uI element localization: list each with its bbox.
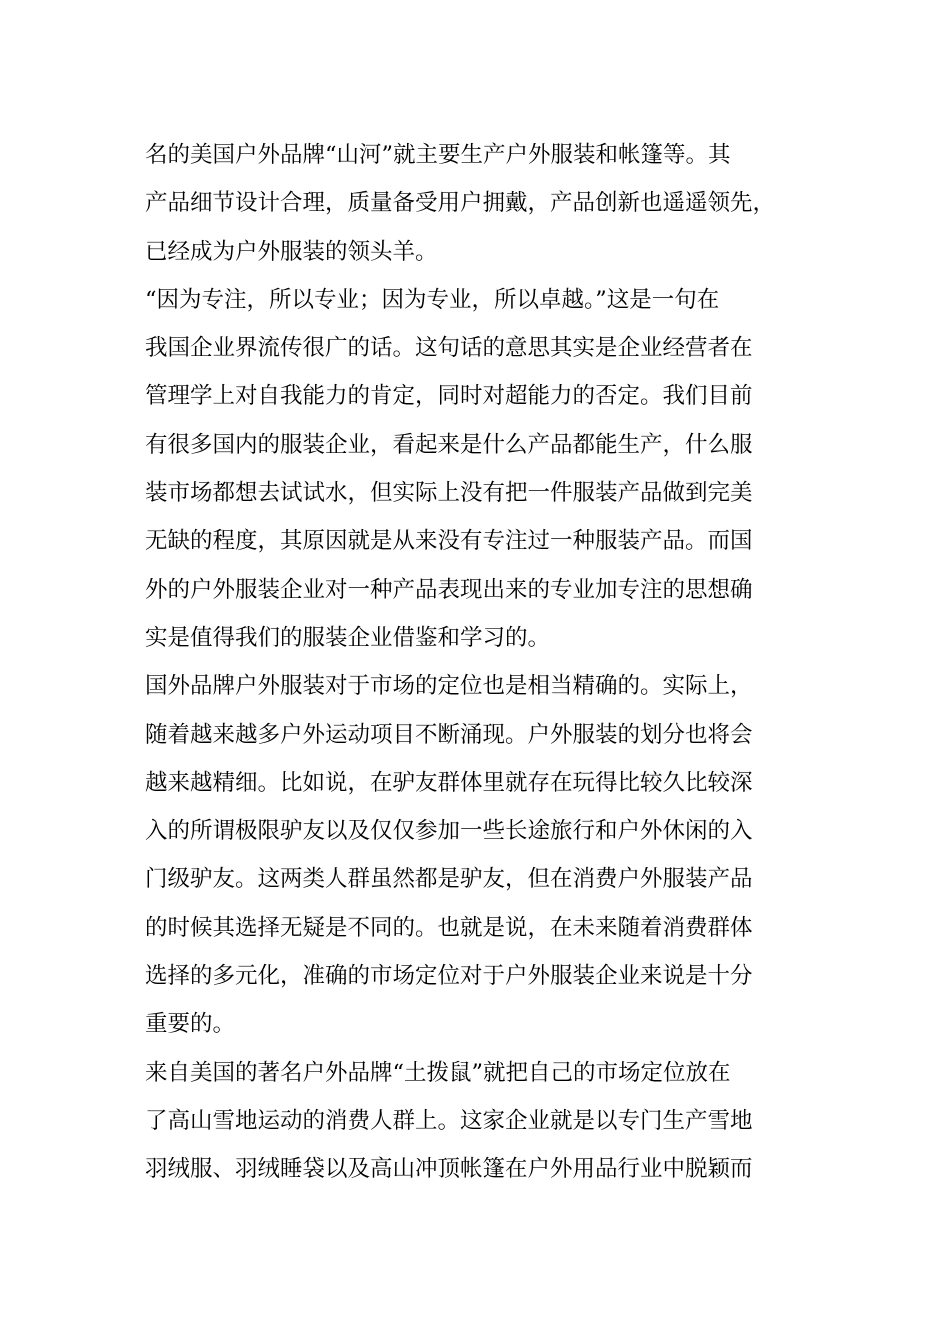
text-line: 有很多国内的服装企业，看起来是什么产品都能生产，什么服 [145,431,753,458]
text-line: 产品细节设计合理，质量备受用户拥戴，产品创新也遥遥领先， [145,190,776,217]
text-line: 入的所谓极限驴友以及仅仅参加一些长途旅行和户外休闲的入 [145,818,753,845]
text-line: 已经成为户外服装的领头羊。 [145,238,438,265]
text-line: 随着越来越多户外运动项目不断涌现。户外服装的划分也将会 [145,721,753,748]
text-line: 门级驴友。这两类人群虽然都是驴友，但在消费户外服装产品 [145,866,753,893]
body-text [145,131,805,1194]
text-line: 了高山雪地运动的消费人群上。这家企业就是以专门生产雪地 [145,1107,753,1134]
text-line: 的时候其选择无疑是不同的。也就是说，在未来随着消费群体 [145,914,753,941]
text-line: 无缺的程度，其原因就是从来没有专注过一种服装产品。而国 [145,528,753,555]
text-line: “因为专注，所以专业；因为专业，所以卓越。”这是一句在 [145,286,720,313]
text-line: 重要的。 [145,1011,236,1038]
text-line: 来自美国的著名户外品牌“土拨鼠”就把自己的市场定位放在 [145,1059,731,1086]
text-line: 装市场都想去试试水，但实际上没有把一件服装产品做到完美 [145,480,753,507]
text-line: 越来越精细。比如说，在驴友群体里就存在玩得比较久比较深 [145,769,753,796]
text-line: 选择的多元化，准确的市场定位对于户外服装企业来说是十分 [145,963,753,990]
text-line: 羽绒服、羽绒睡袋以及高山冲顶帐篷在户外用品行业中脱颖而 [145,1156,753,1183]
text-line: 国外品牌户外服装对于市场的定位也是相当精确的。实际上， [145,673,753,700]
text-line: 我国企业界流传很广的话。这句话的意思其实是企业经营者在 [145,335,753,362]
text-line: 管理学上对自我能力的肯定，同时对超能力的否定。我们目前 [145,383,753,410]
text-line: 实是值得我们的服装企业借鉴和学习的。 [145,624,551,651]
text-line: 外的户外服装企业对一种产品表现出来的专业加专注的思想确 [145,576,753,603]
text-line: 名的美国户外品牌“山河”就主要生产户外服装和帐篷等。其 [145,142,731,168]
